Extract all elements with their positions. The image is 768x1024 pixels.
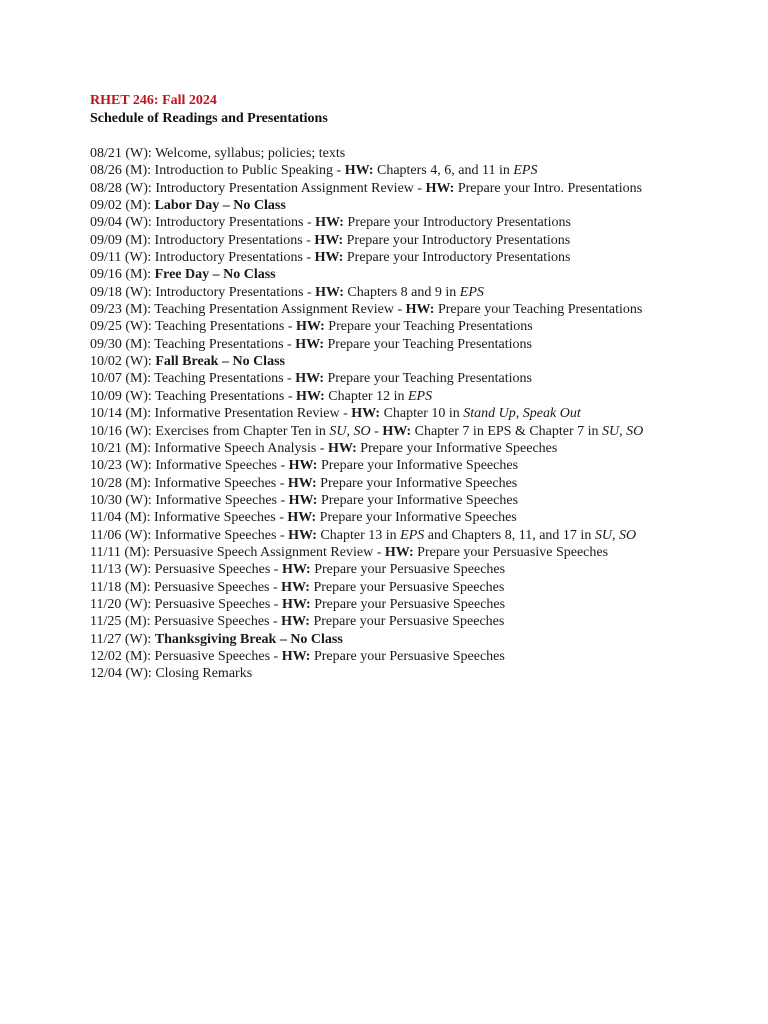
entry-book-title: Stand Up, Speak Out — [463, 406, 581, 422]
entry-text: 10/02 (W): — [90, 354, 156, 370]
schedule-entry — [90, 457, 730, 474]
entry-text: 10/23 (W): Informative Speeches - — [90, 458, 289, 474]
schedule-entry — [90, 492, 730, 509]
entry-text: Prepare your Teaching Presentations — [434, 302, 643, 318]
entry-emphasis: HW: — [287, 510, 317, 526]
schedule-entry — [90, 423, 730, 440]
schedule-entry — [90, 301, 730, 318]
schedule-subtitle: Schedule of Readings and Presentations — [90, 111, 328, 126]
entry-text: 11/27 (W): — [90, 631, 155, 647]
entry-text: Prepare your Informative Speeches — [316, 475, 518, 491]
entry-text: Chapters 4, 6, and 11 in — [373, 163, 514, 179]
schedule-entry — [90, 648, 730, 665]
entry-emphasis: HW: — [296, 319, 325, 335]
schedule-entry — [90, 318, 730, 335]
entry-text: and Chapters 8, 11, and 17 in — [424, 527, 595, 543]
entry-text: Chapter 12 in — [324, 388, 408, 404]
entry-text: 09/04 (W): Introductory Presentations - — [90, 215, 316, 231]
entry-emphasis: HW: — [281, 596, 311, 612]
entry-text: 11/06 (W): Informative Speeches - — [90, 527, 289, 543]
entry-emphasis: HW: — [314, 232, 344, 248]
entry-text: Prepare your Persuasive Speeches — [310, 648, 505, 664]
entry-emphasis: HW: — [351, 406, 381, 422]
entry-text: 09/18 (W): Introductory Presentations - — [90, 284, 316, 300]
schedule-entry — [90, 162, 730, 179]
schedule-entry — [90, 579, 730, 596]
schedule-entry — [90, 145, 730, 162]
entry-text: 11/18 (M): Persuasive Speeches - — [90, 579, 282, 595]
document-page — [90, 92, 730, 683]
entry-emphasis: HW: — [327, 440, 357, 456]
entry-book-title: SU, SO — [594, 527, 637, 543]
schedule-entry — [90, 613, 730, 630]
entry-book-title: EPS — [408, 388, 433, 404]
entry-emphasis: HW: — [296, 388, 325, 404]
entry-text: 09/23 (M): Teaching Presentation Assignment Review - — [90, 302, 406, 318]
schedule-entry — [90, 197, 730, 214]
entry-text: Prepare your Introductory Presentations — [343, 215, 571, 231]
entry-text: 11/20 (W): Persuasive Speeches - — [90, 596, 282, 612]
entry-text: 10/30 (W): Informative Speeches - — [90, 492, 289, 508]
entry-text: Prepare your Introductory Presentations — [343, 250, 571, 266]
entry-text: 12/02 (M): Persuasive Speeches - — [90, 648, 282, 664]
schedule-entry — [90, 440, 730, 457]
entry-text: Prepare your Teaching Presentations — [324, 336, 532, 352]
schedule-entry — [90, 336, 730, 353]
entry-text: 08/28 (W): Introductory Presentation Assignment Review - — [90, 180, 426, 196]
entry-text: 10/14 (M): Informative Presentation Review - — [90, 406, 352, 422]
course-title: RHET 246: Fall 2024 — [90, 93, 217, 108]
schedule-entry — [90, 527, 730, 544]
entry-text: 09/25 (W): Teaching Presentations - — [90, 319, 296, 335]
schedule-entry — [90, 596, 730, 613]
entry-text: 10/16 (W): Exercises from Chapter Ten in — [90, 423, 330, 439]
entry-emphasis: HW: — [295, 371, 325, 387]
entry-text: 08/21 (W): Welcome, syllabus; policies; texts — [90, 146, 346, 161]
entry-emphasis: Labor Day – No Class — [154, 198, 286, 214]
entry-emphasis: HW: — [288, 458, 318, 474]
entry-text: 10/21 (M): Informative Speech Analysis - — [90, 440, 328, 456]
entry-text: - — [370, 423, 383, 439]
schedule-entry — [90, 284, 730, 301]
schedule-entry — [90, 214, 730, 231]
entry-text: Prepare your Informative Speeches — [317, 492, 519, 508]
schedule-entry — [90, 232, 730, 249]
schedule-list — [90, 145, 730, 683]
entry-text: Prepare your Introductory Presentations — [343, 232, 571, 248]
entry-book-title: EPS — [513, 163, 538, 179]
schedule-entry — [90, 266, 730, 283]
entry-book-title: EPS — [400, 527, 425, 543]
schedule-entry — [90, 405, 730, 422]
entry-book-title: SU, SO — [602, 423, 644, 439]
entry-book-title: SU, SO — [329, 423, 371, 439]
entry-text: Chapter 10 in — [380, 406, 464, 422]
entry-emphasis: HW: — [281, 579, 310, 595]
entry-text: 09/16 (M): — [90, 267, 155, 283]
entry-text: 10/07 (M): Teaching Presentations - — [90, 371, 296, 387]
schedule-entry — [90, 353, 730, 370]
entry-emphasis: Free Day – No Class — [154, 267, 276, 283]
entry-text: 09/09 (M): Introductory Presentations - — [90, 232, 315, 248]
entry-emphasis: HW: — [405, 302, 435, 318]
entry-book-title: EPS — [459, 284, 484, 300]
schedule-entry — [90, 509, 730, 526]
entry-text: 12/04 (W): Closing Remarks — [90, 666, 253, 682]
entry-text: Prepare your Persuasive Speeches — [309, 614, 505, 630]
entry-text: Prepare your Persuasive Speeches — [310, 596, 506, 612]
entry-emphasis: Fall Break – No Class — [155, 354, 285, 370]
schedule-entry — [90, 370, 730, 387]
entry-text: Prepare your Teaching Presentations — [324, 319, 533, 335]
entry-emphasis: HW: — [295, 336, 325, 352]
entry-emphasis: HW: — [425, 180, 455, 196]
entry-text: Prepare your Informative Speeches — [356, 440, 558, 456]
entry-emphasis: HW: — [314, 250, 344, 266]
entry-emphasis: HW: — [382, 423, 412, 439]
schedule-entry — [90, 544, 730, 561]
entry-text: 09/02 (M): — [90, 198, 155, 214]
entry-emphasis: HW: — [281, 648, 311, 664]
entry-text: 10/28 (M): Informative Speeches - — [90, 475, 288, 491]
entry-text: Prepare your Persuasive Speeches — [413, 544, 609, 560]
schedule-entry — [90, 180, 730, 197]
schedule-entry — [90, 631, 730, 648]
entry-emphasis: HW: — [315, 215, 344, 231]
entry-text: 08/26 (M): Introduction to Public Speaking - — [90, 163, 345, 179]
schedule-entry — [90, 249, 730, 266]
entry-text: Chapter 13 in — [316, 527, 401, 543]
schedule-entry — [90, 561, 730, 578]
entry-text: Chapter 7 in EPS & Chapter 7 in — [411, 423, 603, 439]
entry-text: Chapters 8 and 9 in — [343, 284, 460, 300]
entry-emphasis: HW: — [315, 284, 344, 300]
entry-text: Prepare your Teaching Presentations — [324, 371, 532, 387]
entry-emphasis: Thanksgiving Break – No Class — [154, 631, 343, 647]
entry-text: Prepare your Intro. Presentations — [454, 180, 643, 196]
entry-text: 09/30 (M): Teaching Presentations - — [90, 336, 296, 352]
entry-emphasis: HW: — [281, 614, 310, 630]
entry-emphasis: HW: — [281, 562, 311, 578]
entry-text: Prepare your Informative Speeches — [317, 458, 519, 474]
schedule-entry — [90, 475, 730, 492]
entry-emphasis: HW: — [287, 475, 317, 491]
entry-text: Prepare your Persuasive Speeches — [310, 562, 506, 578]
entry-text: Prepare your Persuasive Speeches — [309, 579, 505, 595]
entry-text: 11/13 (W): Persuasive Speeches - — [90, 562, 282, 578]
schedule-entry — [90, 388, 730, 405]
entry-text: Prepare your Informative Speeches — [316, 510, 517, 526]
entry-emphasis: HW: — [344, 163, 374, 179]
entry-emphasis: HW: — [384, 544, 414, 560]
entry-emphasis: HW: — [288, 492, 318, 508]
schedule-entry — [90, 665, 730, 682]
entry-text: 11/04 (M): Informative Speeches - — [90, 510, 288, 526]
entry-text: 11/25 (M): Persuasive Speeches - — [90, 614, 282, 630]
entry-text: 10/09 (W): Teaching Presentations - — [90, 388, 296, 404]
entry-text: 11/11 (M): Persuasive Speech Assignment Review - — [90, 544, 385, 560]
entry-text: 09/11 (W): Introductory Presentations - — [90, 250, 315, 266]
entry-emphasis: HW: — [288, 527, 317, 543]
